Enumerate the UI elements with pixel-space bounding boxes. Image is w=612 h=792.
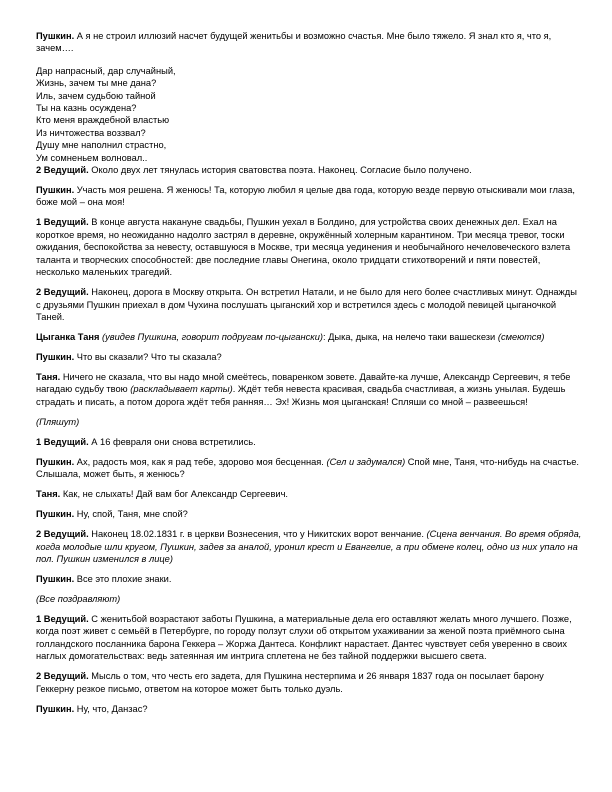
dialogue-paragraph <box>36 573 582 585</box>
stage-direction-line: (Все поздравляют) <box>36 593 121 604</box>
dialogue-text: В конце августа накануне свадьбы, Пушкин уехал в Болдино, для устройства своих денежных дел. Ехал на короткое время, но неожиданно надолго застрял в деревне, окружённый холерным карантином. Три месяца тревог, тоски ожидания, беспокойства за невесту, оставшуюся в Москве, три месяца уединения и необычайного нечеловеческого взлета таланта и творческих способностей: две последние главы Онегина, около тридцати стихотворений и пяти повестей, несколько маленьких трагедий. <box>36 217 571 278</box>
stage-direction: (увидев Пушкина, говорит подругам по-цыгански) <box>99 331 323 342</box>
dialogue-text: Ничего не сказала, что вы надо мной смеётесь, поваренком зовете. Давайте-ка лучше, Александр Сергеевич, я тебе нагадаю судьбу твою <box>36 371 571 395</box>
dialogue-text: Ну, что, Данзас? <box>74 703 148 714</box>
dialogue-text: Как, не слыхать! Дай вам бог Александр Сергеевич. <box>60 489 289 500</box>
dialogue-paragraph <box>36 331 582 343</box>
dialogue-text: Участь моя решена. Я женюсь! Та, которую любил я целые два года, которую везде первую отыскивали мои глаза, боже мой – она моя! <box>36 185 575 208</box>
poem <box>36 65 582 164</box>
dialogue-text: Все это плохие знаки. <box>74 573 172 584</box>
stage-direction: (смеются) <box>497 331 545 342</box>
speaker-name: Таня. <box>36 489 61 500</box>
dialogue-paragraph <box>36 351 582 363</box>
dialogue-text: Мысль о том, что честь его задета, для Пушкина нестерпима и 26 января 1837 года он посылает барону Геккерну резкое письмо, ответом на которое может быть только дуэль. <box>36 671 544 694</box>
speaker-name: 2 Ведущий. <box>36 671 89 682</box>
dialogue-text: : Дыка, дыка, на нелечо таки вашескези <box>322 331 498 342</box>
speaker-name: Пушкин. <box>36 573 75 584</box>
dialogue-paragraph <box>36 371 582 408</box>
poem-line: Дар напрасный, дар случайный, <box>36 65 176 76</box>
speaker-name: Пушкин. <box>36 31 75 41</box>
speaker-name: 1 Ведущий. <box>36 436 89 447</box>
speaker-name: Пушкин. <box>36 703 75 714</box>
poem-line: Ум сомненьем волновал.. <box>36 152 148 163</box>
stage-direction-line: (Пляшут) <box>36 416 80 427</box>
dialogue-paragraph <box>36 508 582 520</box>
speaker-name: Пушкин. <box>36 351 75 362</box>
dialogue-text: . Ждёт тебя невеста красивая, свадьба счастливая, а жизнь унылая. Будешь страдать и писать, а потом дорога ждёт тебя ранняя… Эх! Жизнь моя цыганская! Спляши со мной – развеешься! <box>36 384 566 407</box>
dialogue-text: С женитьбой возрастают заботы Пушкина, а материальные дела его оставляют желать много лучшего. Позже, когда поэт живет с семьёй в Петербурге, по городу ползут слухи об открытом ухаживании за женой поэта приёмного сына голландского посланника барона Геккера – Жоржа Дантеса. Конфликт нарастает. Дантес чувствует себя уверенно в своих наглых домогательствах: ведь затеянная им интрига сплетена не без тайной поддержки высшего света. <box>36 613 572 662</box>
speaker-name: Таня. <box>36 371 61 382</box>
document-page <box>36 30 582 723</box>
poem-line: Душу мне наполнил страстно, <box>36 140 167 151</box>
dialogue-paragraph <box>36 670 582 695</box>
stage-direction: (раскладывает карты) <box>130 384 233 395</box>
dialogue-paragraph <box>36 164 582 176</box>
dialogue-paragraph <box>36 613 582 663</box>
speaker-name: Пушкин. <box>36 509 75 520</box>
dialogue-paragraph <box>36 286 582 323</box>
dialogue-paragraph <box>36 703 582 715</box>
dialogue-text: Спой мне, Таня, что-нибудь на счастье. Слышала, может быть, я женюсь? <box>36 456 579 480</box>
poem-line: Из ничтожества воззвал? <box>36 127 146 138</box>
speaker-name: Пушкин. <box>36 456 75 467</box>
dialogue-text: Что вы сказали? Что ты сказала? <box>74 351 222 362</box>
stage-direction: (Сел и задумался) <box>326 456 406 467</box>
dialogue-text: А я не строил иллюзий насчет будущей женитьбы и возможно счастья. Мне было тяжело. Я знал кто я, что я, зачем…. <box>36 31 552 54</box>
stage-direction: (Сцена венчания. Во время обряда, когда молодые шли кругом, Пушкин, задев за аналой, уронил крест и Евангелие, а при обмене колец, одно из них упало на пол. Пушкин изменился в лице) <box>36 529 582 564</box>
poem-line: Иль, зачем судьбою тайной <box>36 90 156 101</box>
dialogue-text: Ну, спой, Таня, мне спой? <box>74 509 188 520</box>
dialogue-text: Наконец, дорога в Москву открыта. Он встретил Натали, и не было для него более счастливых минут. Однажды с друзьями Пушкин приехал в дом Чухина послушать цыганский хор и встретился здесь с молодой певицей цыганочкой Таней. <box>36 287 577 322</box>
speaker-name: Цыганка Таня <box>36 331 100 342</box>
dialogue-text: Наконец 18.02.1831 г. в церкви Вознесения, что у Никитских ворот венчание. <box>88 529 427 540</box>
speaker-name: Пушкин. <box>36 185 75 196</box>
dialogue-text: Около двух лет тянулась история сватовства поэта. Наконец. Согласие было получено. <box>88 165 472 176</box>
dialogue-paragraph <box>36 456 582 481</box>
poem-line: Кто меня враждебной властью <box>36 115 170 126</box>
dialogue-text: А 16 февраля они снова встретились. <box>88 436 256 447</box>
speaker-name: 2 Ведущий. <box>36 529 89 540</box>
poem-line: Жизнь, зачем ты мне дана? <box>36 78 157 89</box>
poem-line: Ты на казнь осуждена? <box>36 103 137 114</box>
speaker-name: 1 Ведущий. <box>36 613 89 624</box>
dialogue-paragraph <box>36 436 582 448</box>
dialogue-paragraph <box>36 488 582 500</box>
dialogue-text: Ах, радость моя, как я рад тебе, здорово моя бесценная. <box>74 456 327 467</box>
dialogue-paragraph <box>36 216 582 278</box>
dialogue-paragraph <box>36 528 582 565</box>
dialogue-paragraph <box>36 184 582 209</box>
dialogue-paragraph <box>36 30 582 55</box>
speaker-name: 2 Ведущий. <box>36 287 89 298</box>
speaker-name: 1 Ведущий. <box>36 217 89 228</box>
speaker-name: 2 Ведущий. <box>36 165 89 176</box>
